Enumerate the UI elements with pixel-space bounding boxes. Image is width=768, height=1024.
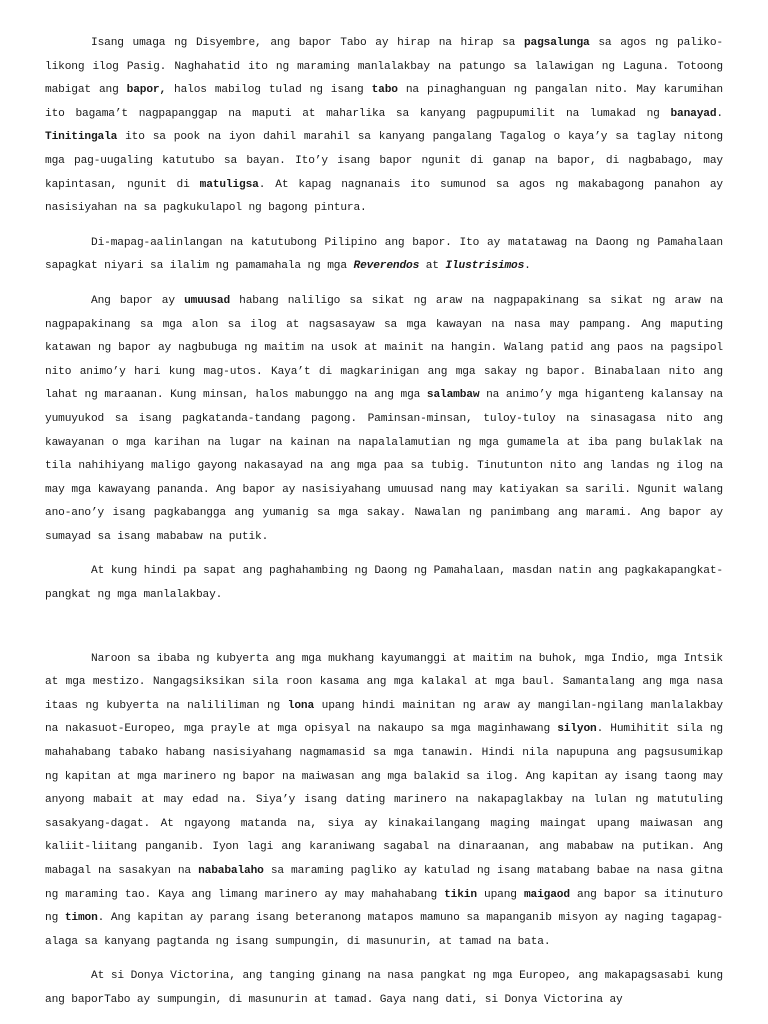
text-run: na pinaghanguan ng pangalan nito. May karumihan ito bagama’t nagpapanggap na maputi at maharlika sa kanyang pagpupumilit na lumakad ng bbox=[45, 84, 723, 120]
emphasized-term: tikin bbox=[444, 888, 477, 901]
emphasized-term: silyon bbox=[557, 723, 597, 736]
text-run: ito sa pook na iyon dahil marahil sa kanyang pangalang Tagalog o kaya’y sa taglay nitong mga pag-uugaling katutubo sa bayan. Ito’y isang bapor ngunit di ganap na bapor, di nagbabago, may kapintasan, ngunit di bbox=[45, 131, 723, 191]
paragraph bbox=[45, 648, 723, 955]
text-run: at bbox=[419, 260, 446, 273]
emphasized-term: timon bbox=[64, 912, 98, 925]
text-run: . bbox=[524, 260, 531, 273]
paragraph bbox=[45, 965, 723, 1012]
text-run: Isang umaga ng Disyembre, ang bapor Tabo ay hirap na hirap sa bbox=[91, 37, 524, 49]
paragraph bbox=[45, 32, 723, 221]
text-run: habang naliligo sa sikat ng araw na nagpapakinang sa sikat ng araw na nagpapakinang sa mga alon sa ilog at nagsasayaw sa mga kawayan na nasa may pampang. Ang maputing katawan ng bapor ay nagbubuga ng maitim na usok at mainit na hangin. Walang patid ang paos na pagsipol nito animo’y hari kung mag-utos. Kaya’t di magkarinigan ang mga sakay ng bapor. Binabalaan nito ang lahat ng maraanan. Kung minsan, halos mabunggo na ang mga bbox=[45, 294, 724, 402]
emphasized-term: nababalaho bbox=[198, 865, 264, 877]
emphasized-term: salambaw bbox=[426, 389, 480, 402]
text-run: . Ang kapitan ay parang isang beteranong matapos mamuno sa mapanganib misyon ay naging tagapag-alaga sa kanyang pagtanda ng isang sumpungin, di masunurin, at tamad na bata. bbox=[45, 912, 723, 948]
text-run: upang bbox=[476, 888, 524, 901]
text-run: upang hindi mainitan ng araw ay mangilan-ngilang manlalakbay na nakasuot-Europeo, mga prayle at mga opisyal na nakaupo sa mga maginhawang bbox=[45, 699, 723, 736]
text-run: Naroon sa ibaba ng kubyerta ang mga mukhang kayumanggi at maitim na buhok, mga Indio, mga Intsik at mga mestizo. Nangagsiksikan sila roon kasama ang mga kalakal at mga baul. Samantalang ang mga nasa itaas ng kubyerta na nalililiman ng bbox=[45, 652, 723, 712]
emphasized-term: maigaod bbox=[523, 888, 570, 901]
text-run: Ang bapor ay bbox=[91, 294, 185, 307]
text-run: Di-mapag-aalinlangan na katutubong Pilipino ang bapor. Ito ay matatawag na Daong ng Pamahalaan sapagkat niyari sa ilalim ng pamamahala ng mga bbox=[45, 236, 723, 273]
emphasized-term: lona bbox=[287, 699, 315, 712]
paragraph bbox=[45, 290, 723, 550]
text-run: At si Donya Victorina, ang tanging ginang na nasa pangkat ng mga Europeo, ang makapagsasabi kung ang baporTabo ay sumpungin, di masunurin at tamad. Gaya nang dati, si Donya Victorina ay bbox=[45, 970, 723, 1006]
emphasized-term: bapor, bbox=[126, 84, 167, 97]
text-run: halos mabilog tulad ng isang bbox=[166, 84, 372, 97]
text-run: sa maraming pagliko ay katulad ng isang matabang babae na nasa gitna ng maraming tao. Kaya ang limang marinero ay may mahahabang bbox=[45, 865, 723, 901]
paragraph bbox=[45, 560, 723, 607]
emphasized-term: umuusad bbox=[184, 294, 231, 307]
emphasized-term: Ilustrisimos bbox=[445, 260, 525, 273]
text-run: At kung hindi pa sapat ang paghahambing ng Daong ng Pamahalaan, masdan natin ang pagkakapangkat-pangkat ng mga manlalakbay. bbox=[45, 565, 723, 602]
emphasized-term: Tinitingala bbox=[45, 131, 118, 144]
text-run: . At kapag nagnanais ito sumunod sa agos ng makabagong panahon ay nasisiyahan na sa pagkukulapol ng bagong pintura. bbox=[45, 178, 723, 215]
text-run: sa agos ng paliko-likong ilog Pasig. Naghahatid ito ng maraming manlalakbay na patungo sa lalawigan ng Laguna. Totoong mabigat ang bbox=[45, 37, 723, 97]
emphasized-term: pagsalunga bbox=[523, 37, 590, 49]
text-run: . Humihitit sila ng mahahabang tabako habang nasisiyahang nagmamasid sa mga tanawin. Hindi nila napupuna ang pagsusumikap ng kapitan at mga marinero ng bapor na maiwasan ang mga balakid sa ilog. Ang kapitan ay isang taong may anyong mabait at may edad na. Siya’y isang dating marinero na nakapaglakbay na lulan ng matutuling sasakyang-dagat. At ngayong matanda na, siya ay kinakailangang maging maingat upang maiwasan ang kaliit-liitang panganib. Iyon lagi ang karaniwang sagabal na dinaraanan, ang mababaw na putikan. Ang mabagal na sasakyan na bbox=[45, 723, 723, 877]
text-run: ang bapor sa itinuturo ng bbox=[45, 888, 723, 925]
text-run: . bbox=[716, 107, 723, 120]
text-run: na animo’y mga higanteng kalansay na yumuyukod sa isang pagkatanda-tandang pagong. Paminsan-minsan, tuloy-tuloy na sinasagasa nito ang kawayanan o mga karihan na lugar na kainan na napalalamutian ng mga gumamela at iba pang bulaklak na tila nahihiyang maligo gayong nakasayad na ang mga paa sa tubig. Tinutunton nito ang landas ng ilog na may mga kawayang pananda. Ang bapor ay nasisiyahang umuusad nang may katiyakan sa sarili. Ngunit walang ano-ano’y isang pagkabangga ang yumanig sa mga sakay. Nawalan ng panimbang ang marami. Ang bapor ay sumayad sa isang mababaw na putik. bbox=[45, 389, 723, 543]
emphasized-term: matuligsa bbox=[199, 178, 259, 191]
emphasized-term: Reverendos bbox=[353, 260, 420, 273]
emphasized-term: banayad bbox=[670, 107, 717, 120]
paragraph bbox=[45, 232, 723, 279]
emphasized-term: tabo bbox=[371, 84, 398, 97]
